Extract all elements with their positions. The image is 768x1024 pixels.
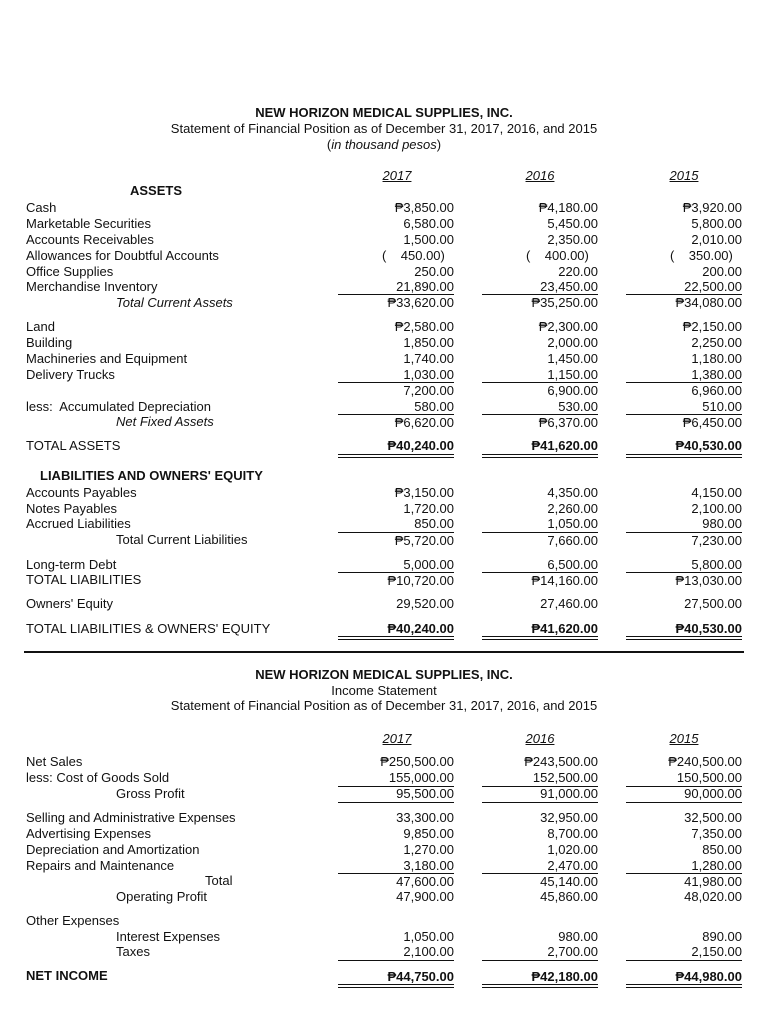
long-term-debt-2016: 6,500.00 [547,557,598,572]
accumulated-depreciation-2017: 580.00 [414,399,454,414]
row-label: Marketable Securities [26,216,151,231]
total-expenses-2017: 47,600.00 [396,874,454,889]
double-rule-line [482,636,598,640]
row-value-2017: ( 450.00) [382,248,445,263]
row-value-2016: 1,050.00 [547,516,598,531]
is-year-2015: 2015 [669,731,699,746]
row-value-2016: 2,470.00 [547,858,598,873]
double-rule-line [338,454,454,458]
double-rule-line [482,454,598,458]
row-label: Depreciation and Amortization [26,842,200,857]
total-expenses-2016: 45,140.00 [540,874,598,889]
total-assets-2017: ₱40,240.00 [387,438,454,453]
row-value-2016: 23,450.00 [540,279,598,294]
row-value-2017: 1,500.00 [403,232,454,247]
accumulated-depreciation-2016: 530.00 [558,399,598,414]
total-current-assets-2016: ₱35,250.00 [531,295,598,310]
total-liabilities-2015: ₱13,030.00 [675,573,742,588]
row-value-2017: 1,740.00 [403,351,454,366]
total-current-assets-2017: ₱33,620.00 [387,295,454,310]
total-current-liabilities-2016: 7,660.00 [547,533,598,548]
owners-equity-2015: 27,500.00 [684,596,742,611]
row-value-2015: 5,800.00 [691,216,742,231]
row-value-2016: 220.00 [558,264,598,279]
section-divider [24,651,744,653]
net-fixed-assets-2016: ₱6,370.00 [538,415,598,430]
total-assets-label: TOTAL ASSETS [26,438,121,453]
bs-company-name: NEW HORIZON MEDICAL SUPPLIES, INC. [255,105,513,120]
total-current-liabilities-2015: 7,230.00 [691,533,742,548]
liabilities-heading: LIABILITIES AND OWNERS' EQUITY [40,468,263,483]
row-value-2015: 2,010.00 [691,232,742,247]
total-liabilities-2017: ₱10,720.00 [387,573,454,588]
rule-line [626,960,742,961]
row-label: Land [26,319,55,334]
rule-line [482,960,598,961]
bs-year-2017: 2017 [382,168,412,183]
net-fixed-assets-2017: ₱6,620.00 [394,415,454,430]
row-value-2016: ₱4,180.00 [538,200,598,215]
gross-profit-label: Gross Profit [116,786,185,801]
row-value-2015: 2,250.00 [691,335,742,350]
row-label: Selling and Administrative Expenses [26,810,236,825]
row-value-2015: ₱3,920.00 [682,200,742,215]
row-value-2015: 22,500.00 [684,279,742,294]
row-value-2015: 1,180.00 [691,351,742,366]
taxes-2016: 2,700.00 [547,944,598,959]
bs-year-2015: 2015 [669,168,699,183]
row-value-2016: 4,350.00 [547,485,598,500]
is-subtitle: Income Statement [331,683,437,698]
total-current-liabilities-2017: ₱5,720.00 [394,533,454,548]
interest-expenses-2017: 1,050.00 [403,929,454,944]
cogs-2015: 150,500.00 [676,770,742,785]
row-label: Advertising Expenses [26,826,152,841]
gross-profit-2016: 91,000.00 [540,786,598,801]
owners-equity-2016: 27,460.00 [540,596,598,611]
total-current-assets-label: Total Current Assets [116,295,233,310]
total-current-assets-2015: ₱34,080.00 [675,295,742,310]
operating-profit-2017: 47,900.00 [396,889,454,904]
row-label: Merchandise Inventory [26,279,158,294]
row-value-2015: 1,280.00 [691,858,742,873]
row-value-2017: ₱2,580.00 [394,319,454,334]
bs-unit-text: in thousand pesos [331,137,437,152]
is-year-2016: 2016 [525,731,555,746]
gross-profit-2015: 90,000.00 [684,786,742,801]
long-term-debt-2017: 5,000.00 [403,557,454,572]
row-value-2017: 6,580.00 [403,216,454,231]
row-value-2015: 2,100.00 [691,501,742,516]
row-value-2015: ₱2,150.00 [682,319,742,334]
gross-profit-2017: 95,500.00 [396,786,454,801]
row-value-2017: 3,180.00 [403,858,454,873]
total-liabilities-2016: ₱14,160.00 [531,573,598,588]
row-value-2016: 1,450.00 [547,351,598,366]
owners-equity-label: Owners' Equity [26,596,114,611]
fixed-subtotal-2015: 6,960.00 [691,383,742,398]
row-value-2016: 32,950.00 [540,810,598,825]
bs-year-2016: 2016 [525,168,555,183]
row-value-2015: 200.00 [702,264,742,279]
row-value-2016: 2,350.00 [547,232,598,247]
net-sales-2015: ₱240,500.00 [668,754,742,769]
other-expenses-heading: Other Expenses [26,913,120,928]
accumulated-depreciation-2015: 510.00 [702,399,742,414]
double-rule-line [338,984,454,988]
accumulated-depreciation-label: less: Accumulated Depreciation [26,399,211,414]
rule-line [626,802,742,803]
row-value-2015: 7,350.00 [691,826,742,841]
cogs-2016: 152,500.00 [532,770,598,785]
total-current-liabilities-label: Total Current Liabilities [116,532,248,547]
row-label: Repairs and Maintenance [26,858,175,873]
row-value-2017: 21,890.00 [396,279,454,294]
net-sales-2016: ₱243,500.00 [524,754,598,769]
double-rule-line [338,636,454,640]
row-value-2016: ( 400.00) [526,248,589,263]
net-income-2017: ₱44,750.00 [387,969,454,984]
net-sales-2017: ₱250,500.00 [380,754,454,769]
assets-heading: ASSETS [130,183,183,198]
double-rule-line [626,636,742,640]
taxes-2017: 2,100.00 [403,944,454,959]
cogs-label: less: Cost of Goods Sold [26,770,170,785]
rule-line [338,960,454,961]
total-liabilities-equity-2016: ₱41,620.00 [531,621,598,636]
is-statement-title: Statement of Financial Position as of December 31, 2017, 2016, and 2015 [170,698,598,713]
long-term-debt-label: Long-term Debt [26,557,117,572]
row-label: Allowances for Doubtful Accounts [26,248,219,263]
rule-line [482,802,598,803]
is-company-name: NEW HORIZON MEDICAL SUPPLIES, INC. [255,667,513,682]
total-assets-2016: ₱41,620.00 [531,438,598,453]
row-value-2017: 850.00 [414,516,454,531]
row-label: Notes Payables [26,501,118,516]
row-value-2016: ₱2,300.00 [538,319,598,334]
row-value-2017: 1,030.00 [403,367,454,382]
taxes-2015: 2,150.00 [691,944,742,959]
fixed-subtotal-2016: 6,900.00 [547,383,598,398]
net-income-2016: ₱42,180.00 [531,969,598,984]
row-value-2016: 1,150.00 [547,367,598,382]
row-value-2017: 1,850.00 [403,335,454,350]
row-value-2016: 8,700.00 [547,826,598,841]
total-assets-2015: ₱40,530.00 [675,438,742,453]
total-liabilities-equity-label: TOTAL LIABILITIES & OWNERS' EQUITY [26,621,271,636]
double-rule-line [626,984,742,988]
row-value-2017: 1,720.00 [403,501,454,516]
double-rule-line [482,984,598,988]
taxes-label: Taxes [116,944,150,959]
row-value-2016: 5,450.00 [547,216,598,231]
net-income-2015: ₱44,980.00 [675,969,742,984]
row-label: Machineries and Equipment [26,351,188,366]
rule-line [338,802,454,803]
row-value-2017: ₱3,150.00 [394,485,454,500]
row-value-2017: 250.00 [414,264,454,279]
net-sales-label: Net Sales [26,754,83,769]
interest-expenses-2015: 890.00 [702,929,742,944]
row-label: Cash [26,200,57,215]
row-value-2017: 33,300.00 [396,810,454,825]
row-value-2016: 1,020.00 [547,842,598,857]
row-label: Accrued Liabilities [26,516,131,531]
net-income-label: NET INCOME [26,968,108,983]
row-value-2015: 32,500.00 [684,810,742,825]
operating-profit-2015: 48,020.00 [684,889,742,904]
fixed-subtotal-2017: 7,200.00 [403,383,454,398]
row-value-2017: ₱3,850.00 [394,200,454,215]
row-value-2017: 1,270.00 [403,842,454,857]
row-label: Office Supplies [26,264,114,279]
bs-statement-title: Statement of Financial Position as of December 31, 2017, 2016, and 2015 [170,121,598,136]
row-value-2015: 1,380.00 [691,367,742,382]
total-expenses-label: Total [205,873,233,888]
operating-profit-2016: 45,860.00 [540,889,598,904]
row-label: Building [26,335,73,350]
row-label: Delivery Trucks [26,367,115,382]
row-value-2015: 4,150.00 [691,485,742,500]
operating-profit-label: Operating Profit [116,889,208,904]
is-year-2017: 2017 [382,731,412,746]
total-liabilities-label: TOTAL LIABILITIES [26,572,142,587]
double-rule-line [626,454,742,458]
bs-unit-note: (in thousand pesos) [326,137,442,152]
row-value-2016: 2,000.00 [547,335,598,350]
total-expenses-2015: 41,980.00 [684,874,742,889]
cogs-2017: 155,000.00 [388,770,454,785]
interest-expenses-2016: 980.00 [558,929,598,944]
row-value-2015: 850.00 [702,842,742,857]
row-value-2015: 980.00 [702,516,742,531]
row-label: Accounts Payables [26,485,137,500]
owners-equity-2017: 29,520.00 [396,596,454,611]
row-value-2017: 9,850.00 [403,826,454,841]
net-fixed-assets-2015: ₱6,450.00 [682,415,742,430]
row-value-2015: ( 350.00) [670,248,733,263]
long-term-debt-2015: 5,800.00 [691,557,742,572]
row-label: Accounts Receivables [26,232,154,247]
row-value-2016: 2,260.00 [547,501,598,516]
interest-expenses-label: Interest Expenses [116,929,221,944]
net-fixed-assets-label: Net Fixed Assets [116,414,214,429]
total-liabilities-equity-2015: ₱40,530.00 [675,621,742,636]
total-liabilities-equity-2017: ₱40,240.00 [387,621,454,636]
